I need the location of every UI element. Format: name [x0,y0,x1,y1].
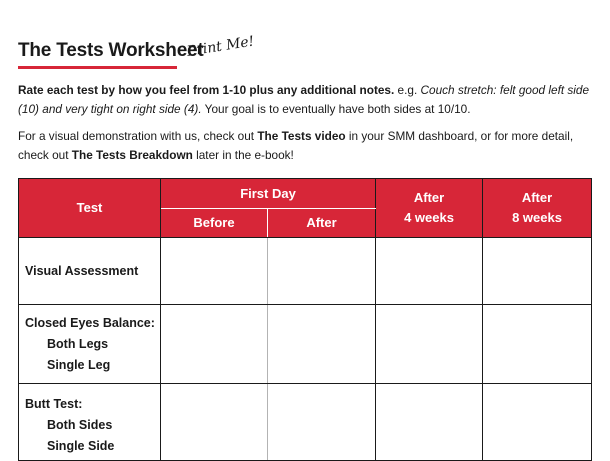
header-before: Before [161,209,268,238]
instructions-goal: Your goal is to eventually have both sides at 10/10. [201,102,471,116]
page-title: The Tests Worksheet [18,40,204,61]
table-row [19,305,592,384]
test-sub-label: Single Leg [47,357,111,372]
instructions-eg: e.g. [394,83,421,97]
test-label: Visual Assessment [25,263,139,278]
reference-text-1: For a visual demonstration with us, check out [18,129,258,143]
reference-text-2: in your SMM dashboard, or for more detail, check out [18,129,574,162]
table-row [19,384,592,461]
before-cell[interactable] [161,305,268,384]
header-after-4-line2: 4 weeks [404,210,454,225]
before-cell[interactable] [161,384,268,461]
header-first-day: First Day [161,179,376,209]
header-after-8-line1: After [521,190,553,205]
test-label: Butt Test: [25,396,83,411]
print-me-note: Print Me! [185,33,256,60]
test-name-cell [19,305,161,384]
title-block [18,40,204,62]
after-4-weeks-cell[interactable] [376,384,483,461]
header-after-4-line1: After [413,190,445,205]
after-8-weeks-cell[interactable] [483,305,592,384]
after-4-weeks-cell[interactable] [376,305,483,384]
test-sub-label: Both Sides [47,417,113,432]
reference-text-3: later in the e-book! [192,148,294,162]
test-name-cell [19,384,161,461]
after-cell[interactable] [268,238,376,305]
header-after: After [268,209,376,238]
after-8-weeks-cell[interactable] [483,384,592,461]
title-underline [18,66,177,69]
after-cell[interactable] [268,305,376,384]
table-row [19,238,592,305]
test-sub-label: Both Legs [47,336,109,351]
tests-breakdown-reference: The Tests Breakdown [71,148,193,162]
after-4-weeks-cell[interactable] [376,238,483,305]
header-after-4-weeks [376,179,483,238]
test-name-cell [19,238,161,305]
instructions-paragraph [18,81,598,119]
header-after-8-weeks [483,179,592,238]
header-after-8-line2: 8 weeks [512,210,562,225]
instructions-bold: Rate each test by how you feel from 1-10 plus any additional notes. [18,83,395,97]
after-cell[interactable] [268,384,376,461]
test-sub-label: Single Side [47,438,115,453]
reference-paragraph [18,127,598,165]
tests-table [18,178,592,461]
after-8-weeks-cell[interactable] [483,238,592,305]
instructions-example: Couch stretch: felt good left side (10) and very tight on right side (4). [18,83,590,116]
before-cell[interactable] [161,238,268,305]
tests-video-reference: The Tests video [257,129,346,143]
header-test: Test [19,179,161,238]
test-label: Closed Eyes Balance: [25,315,155,330]
